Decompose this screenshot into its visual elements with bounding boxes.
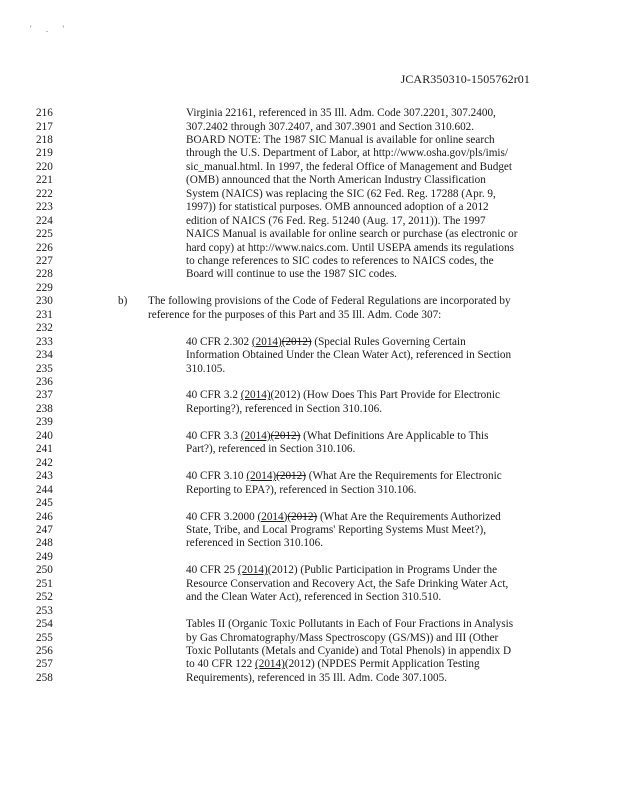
text-segment: (What Are the Requirements Authorized (317, 510, 501, 523)
document-line (0, 631, 618, 645)
line-text (186, 657, 480, 671)
line-text (186, 267, 397, 281)
text-segment: Resource Conservation and Recovery Act, the Safe Drinking Water Act, (186, 577, 509, 590)
document-line (0, 671, 618, 685)
document-line (0, 604, 618, 618)
line-number: 254 (36, 618, 53, 631)
line-number: 221 (36, 174, 53, 187)
line-number: 238 (36, 402, 53, 415)
line-number: 230 (36, 295, 53, 308)
line-number: 234 (36, 349, 53, 362)
text-segment: 40 CFR 2.302 (186, 335, 252, 348)
line-text (186, 671, 447, 685)
document-line (0, 402, 618, 416)
document-line (0, 617, 618, 631)
document-line (0, 254, 618, 268)
deleted-text: (2012) (287, 510, 318, 523)
document-line (0, 577, 618, 591)
text-segment: Tables II (Organic Toxic Pollutants in Each of Four Fractions in Analysis (186, 618, 514, 631)
text-segment: (2012) (How Does This Part Provide for Electronic (270, 389, 500, 402)
document-line (0, 308, 618, 322)
text-segment: 310.105. (186, 362, 226, 375)
text-segment: by Gas Chromatography/Mass Spectroscopy (GS/MS)) and III (Other (186, 631, 499, 644)
deleted-text: (2012) (270, 429, 301, 442)
line-number: 243 (36, 470, 53, 483)
line-number: 246 (36, 510, 53, 523)
subsection-label: b) (118, 295, 128, 308)
document-line (0, 227, 618, 241)
document-line (0, 388, 618, 402)
document-line (0, 133, 618, 147)
document-line (0, 415, 618, 429)
line-text (186, 362, 225, 376)
text-segment: 40 CFR 25 (186, 564, 238, 577)
inserted-text: (2014) (246, 470, 277, 483)
inserted-text: (2014) (255, 658, 285, 671)
line-number: 237 (36, 389, 53, 402)
text-segment: Board will continue to use the 1987 SIC codes. (186, 268, 397, 281)
text-segment: The following provisions of the Code of Federal Regulations are incorporated by (148, 295, 511, 308)
line-number: 224 (36, 214, 53, 227)
document-line (0, 200, 618, 214)
inserted-text: (2014) (257, 510, 288, 523)
document-line (0, 510, 618, 524)
line-text (186, 442, 355, 456)
line-text (186, 483, 416, 497)
line-number: 225 (36, 228, 53, 241)
line-text (186, 227, 517, 241)
document-line (0, 550, 618, 564)
text-segment: 40 CFR 3.2000 (186, 510, 258, 523)
text-segment: Reporting to EPA?), referenced in Section 310.106. (186, 483, 417, 496)
document-line (0, 173, 618, 187)
document-line (0, 187, 618, 201)
line-number: 232 (36, 322, 53, 335)
text-segment: to change references to SIC codes to references to NAICS codes, the (186, 254, 494, 267)
text-segment: and the Clean Water Act), referenced in Section 310.510. (186, 591, 442, 604)
document-line (0, 496, 618, 510)
document-line (0, 214, 618, 228)
inserted-text: (2014) (237, 564, 268, 577)
line-number: 247 (36, 524, 53, 536)
line-text (186, 146, 508, 160)
line-number: 240 (36, 429, 53, 442)
line-number: 228 (36, 268, 53, 281)
line-text (186, 469, 502, 483)
line-text (186, 644, 511, 658)
document-line (0, 590, 618, 604)
document-line (0, 469, 618, 483)
document-line (0, 644, 618, 658)
line-number: 227 (36, 254, 53, 267)
inserted-text: (2014) (240, 389, 271, 402)
line-text (186, 160, 512, 174)
deleted-text: (2012) (276, 470, 306, 483)
line-number: 242 (36, 456, 53, 469)
document-line (0, 375, 618, 389)
text-segment: (2012) (NPDES Permit Application Testing (284, 658, 480, 671)
document-line (0, 362, 618, 376)
line-number: 245 (36, 497, 53, 509)
text-segment: to 40 CFR 122 (186, 658, 256, 671)
line-number: 251 (36, 577, 53, 590)
text-segment: BOARD NOTE: The 1987 SIC Manual is available for online search (186, 133, 495, 146)
text-segment: 40 CFR 3.10 (186, 470, 247, 483)
line-number: 250 (36, 564, 53, 577)
document-line (0, 483, 618, 497)
document-line (0, 442, 618, 456)
document-line (0, 657, 618, 671)
document-line (0, 294, 618, 308)
document-line (0, 267, 618, 281)
line-text (186, 388, 500, 402)
line-number: 256 (36, 645, 53, 657)
text-segment: (What Definitions Are Applicable to This (300, 429, 489, 442)
line-text (186, 536, 323, 550)
text-segment: (OMB) announced that the North American Industry Classification (186, 174, 486, 187)
line-text (186, 631, 498, 645)
line-text (186, 106, 496, 120)
document-line (0, 160, 618, 174)
document-line (0, 563, 618, 577)
line-text (186, 429, 488, 443)
line-number: 235 (36, 362, 53, 375)
line-text (148, 294, 511, 308)
line-text (186, 563, 497, 577)
line-number: 222 (36, 187, 53, 200)
text-segment: reference for the purposes of this Part and 35 Ill. Adm. Code 307: (148, 308, 442, 321)
text-segment: System (NAICS) was replacing the SIC (62 Fed. Reg. 17288 (Apr. 9, (186, 187, 496, 200)
line-number: 241 (36, 443, 53, 456)
line-number: 257 (36, 658, 53, 671)
line-text (186, 187, 496, 201)
document-line (0, 241, 618, 255)
line-number: 218 (36, 133, 53, 146)
text-segment: NAICS Manual is available for online search or purchase (as electronic or (186, 228, 518, 241)
text-segment: (What Are the Requirements for Electronic (305, 470, 502, 483)
line-text (186, 617, 513, 631)
text-segment: Information Obtained Under the Clean Water Act), referenced in Section (186, 349, 512, 362)
document-line (0, 120, 618, 134)
text-segment: (2012) (Public Participation in Programs Under the (267, 564, 498, 577)
line-number: 219 (36, 147, 53, 160)
line-number: 255 (36, 631, 53, 644)
line-number: 253 (36, 604, 53, 617)
line-text (148, 308, 441, 322)
line-number: 248 (36, 537, 53, 550)
line-text (186, 402, 382, 416)
line-text (186, 577, 508, 591)
line-number: 231 (36, 308, 53, 321)
text-segment: Requirements), referenced in 35 Ill. Adm. Code 307.1005. (186, 671, 447, 684)
line-number: 217 (36, 120, 53, 133)
inserted-text: (2014) (240, 429, 271, 442)
text-segment: hard copy) at http://www.naics.com. Until USEPA amends its regulations (186, 241, 514, 254)
document-line (0, 146, 618, 160)
line-number: 223 (36, 201, 53, 214)
line-text (186, 133, 495, 147)
document-line (0, 335, 618, 349)
text-segment: 1997)) for statistical purposes. OMB announced adoption of a 2012 (186, 201, 489, 214)
line-number: 229 (36, 281, 53, 294)
line-number: 252 (36, 591, 53, 604)
text-segment: 40 CFR 3.2 (186, 389, 241, 402)
deleted-text: (2012) (281, 335, 312, 348)
line-text (186, 335, 466, 349)
text-segment: sic_manual.html. In 1997, the federal Office of Management and Budget (186, 160, 512, 173)
line-number: 244 (36, 483, 53, 496)
line-number: 258 (36, 671, 53, 684)
text-segment: Part?), referenced in Section 310.106. (186, 443, 356, 456)
text-segment: Virginia 22161, referenced in 35 Ill. Adm. Code 307.2201, 307.2400, (186, 107, 496, 119)
document-line (0, 348, 618, 362)
document-id: JCAR350310-1505762r01 (400, 72, 530, 86)
document-line (0, 106, 618, 120)
text-segment: through the U.S. Department of Labor, at http://www.osha.gov/pls/imis/ (186, 147, 508, 160)
document-line (0, 536, 618, 550)
line-number: 239 (36, 416, 53, 429)
line-text (186, 200, 489, 214)
document-line (0, 429, 618, 443)
document-line (0, 281, 618, 295)
text-segment: Toxic Pollutants (Metals and Cyanide) and Total Phenols) in appendix D (186, 645, 512, 657)
line-text (186, 254, 494, 268)
text-segment: referenced in Section 310.106. (186, 537, 323, 550)
document-line (0, 321, 618, 335)
text-segment: Reporting?), referenced in Section 310.106. (186, 402, 383, 415)
line-text (186, 241, 514, 255)
line-text (186, 120, 474, 134)
line-text (186, 173, 486, 187)
text-segment: State, Tribe, and Local Programs' Reporting Systems Must Meet?), (186, 524, 487, 536)
text-segment: edition of NAICS (76 Fed. Reg. 51240 (Aug. 17, 2011)). The 1997 (186, 214, 486, 227)
line-number: 226 (36, 241, 53, 254)
line-number: 233 (36, 335, 53, 348)
scan-specks: ' . ' (30, 24, 70, 34)
text-segment: (Special Rules Governing Certain (311, 335, 466, 348)
line-text (186, 214, 486, 228)
text-segment: 40 CFR 3.3 (186, 429, 241, 442)
line-text (186, 510, 501, 524)
line-number: 249 (36, 550, 53, 563)
line-number: 220 (36, 160, 53, 173)
text-segment: 307.2402 through 307.2407, and 307.3901 and Section 310.602. (186, 120, 475, 133)
document-line (0, 523, 618, 537)
line-text (186, 523, 486, 537)
inserted-text: (2014) (251, 335, 282, 348)
line-number: 236 (36, 376, 53, 388)
line-text (186, 590, 441, 604)
line-number: 216 (36, 107, 53, 119)
document-line (0, 456, 618, 470)
line-text (186, 348, 511, 362)
